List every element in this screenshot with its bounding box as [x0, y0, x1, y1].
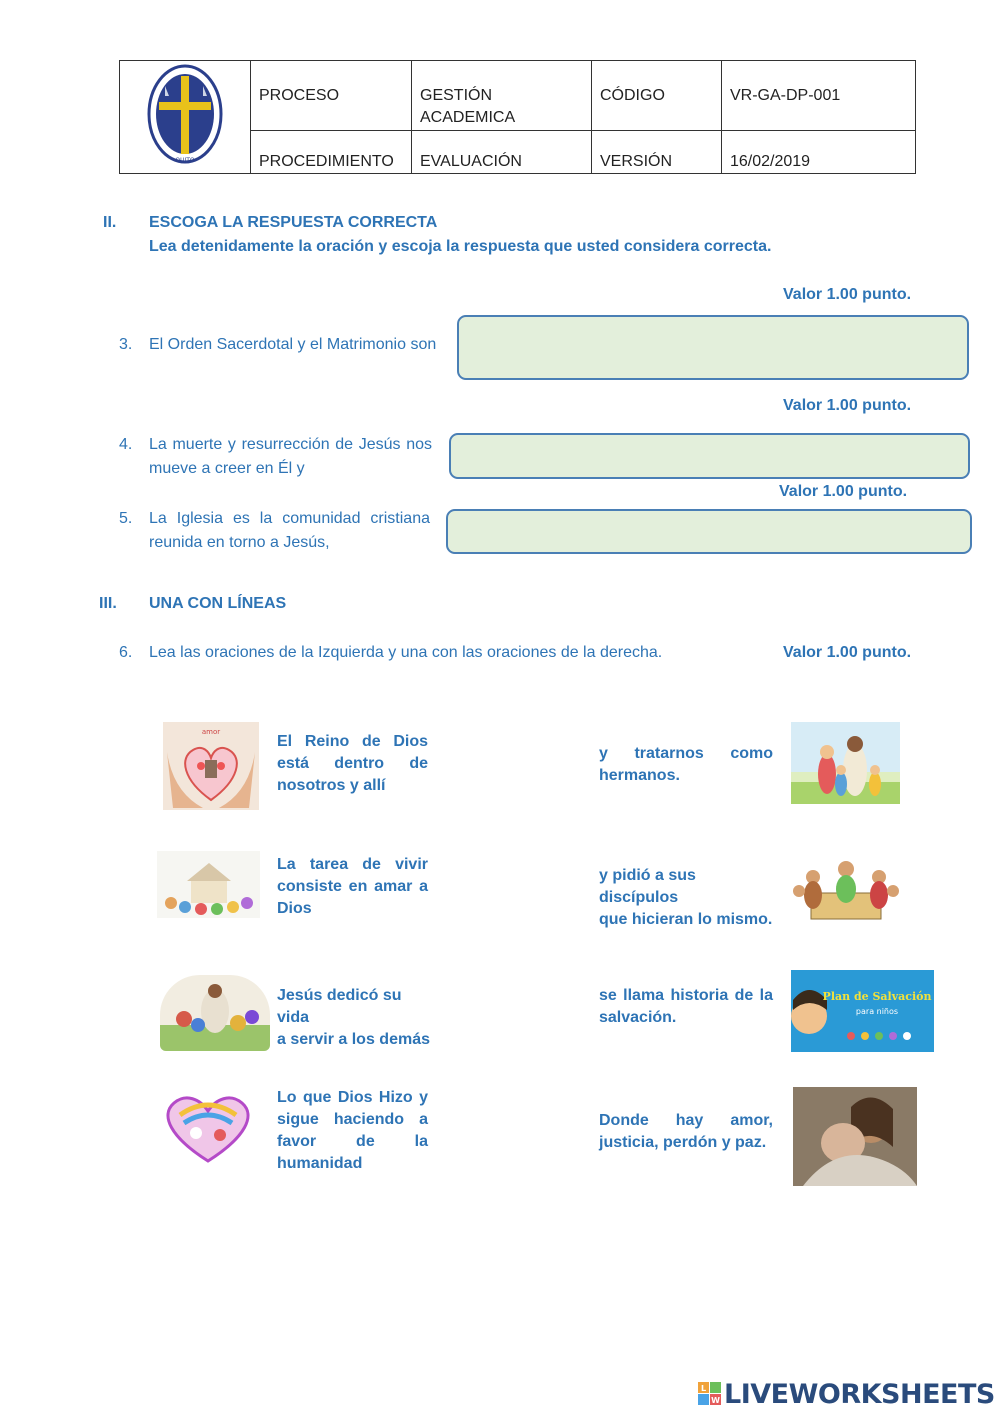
svg-text:QUITO: QUITO	[175, 156, 195, 164]
right-item-1-line1: y tratarnos como	[599, 745, 773, 762]
q5-text-line2: reunida en torno a Jesús,	[149, 534, 330, 551]
jesus-embrace-image	[793, 1087, 917, 1186]
section2-title: ESCOGA LA RESPUESTA CORRECTA	[149, 214, 438, 231]
version-label: VERSIÓN	[592, 130, 722, 173]
left-item-1[interactable]	[277, 731, 428, 797]
proceso-value: GESTIÓN ACADEMICA	[412, 61, 592, 131]
family-jesus-image	[791, 722, 900, 804]
left-item-3-line2: a servir a los demás	[277, 1031, 430, 1048]
right-item-1-line2: hermanos.	[599, 767, 680, 784]
plan-title-label: Plan de Salvación	[822, 990, 932, 1003]
badge-letter-1: L	[700, 1384, 707, 1393]
section3-number: III.	[99, 595, 117, 612]
badge-letter-2: W	[711, 1396, 720, 1405]
q5-answer-dropdown[interactable]	[446, 509, 972, 554]
liveworksheets-logo	[698, 1379, 995, 1409]
plan-subtitle-label: para niños	[855, 1007, 899, 1016]
children-church-image	[157, 851, 260, 918]
section3-title: UNA CON LÍNEAS	[149, 595, 287, 612]
header-table	[119, 60, 916, 174]
liveworksheets-wordmark: LIVEWORKSHEETS	[724, 1378, 995, 1410]
q4-text	[149, 433, 432, 481]
right-item-1[interactable]	[599, 743, 773, 787]
right-item-4-line1: Donde hay amor,	[599, 1112, 773, 1129]
left-item-4-line2: sigue haciendo a	[277, 1111, 428, 1128]
left-item-3-line1: Jesús dedicó su vida	[277, 987, 402, 1026]
section2-instruction: Lea detenidamente la oración y escoja la respuesta que usted considera correcta.	[149, 238, 772, 255]
rainbow-heart-image	[160, 1093, 257, 1163]
q6-text: Lea las oraciones de la Izquierda y una con las oraciones de la derecha.	[149, 644, 663, 661]
q4-answer-dropdown[interactable]	[449, 433, 970, 479]
right-item-3-line1: se llama historia de la	[599, 987, 773, 1004]
right-item-3[interactable]	[599, 985, 773, 1029]
left-item-3[interactable]	[277, 985, 432, 1051]
q6-number: 6.	[119, 644, 133, 661]
q4-text-line2: mueve a creer en Él y	[149, 460, 305, 477]
version-value: 16/02/2019	[722, 130, 916, 173]
left-item-2[interactable]	[277, 854, 428, 920]
q3-text: El Orden Sacerdotal y el Matrimonio son	[149, 336, 437, 353]
right-item-4-line2: justicia, perdón y paz.	[599, 1134, 767, 1151]
q3-valor: Valor 1.00 punto.	[783, 286, 912, 303]
right-item-3-line2: salvación.	[599, 1009, 677, 1026]
procedimiento-label: PROCEDIMIENTO	[251, 130, 412, 173]
q5-text	[149, 507, 430, 555]
school-crest-icon	[145, 62, 225, 166]
q4-text-line1: La muerte y resurrección de Jesús nos	[149, 436, 432, 453]
hands-heart-image	[163, 722, 259, 810]
codigo-value: VR-GA-DP-001	[722, 61, 916, 131]
right-item-2-line2: que hicieran lo mismo.	[599, 911, 773, 928]
q4-number: 4.	[119, 436, 133, 453]
left-item-4-line3: favor de la	[277, 1133, 428, 1150]
right-item-2-line1: y pidió a sus discípulos	[599, 867, 696, 906]
q3-number: 3.	[119, 336, 133, 353]
codigo-label: CÓDIGO	[592, 61, 722, 131]
left-item-4-line4: humanidad	[277, 1155, 363, 1172]
right-item-4[interactable]	[599, 1110, 773, 1154]
left-item-2-line3: Dios	[277, 900, 312, 917]
proceso-label: PROCESO	[251, 61, 412, 131]
procedimiento-value: EVALUACIÓN	[412, 130, 592, 173]
left-item-1-line2: está dentro de	[277, 755, 428, 772]
amor-label: amor	[201, 728, 221, 736]
liveworksheets-badge-icon	[698, 1382, 722, 1406]
q5-number: 5.	[119, 510, 133, 527]
last-supper-image	[791, 851, 901, 923]
jesus-children-image	[160, 975, 270, 1051]
left-item-4[interactable]	[277, 1087, 428, 1175]
section2-number: II.	[103, 214, 117, 231]
school-logo	[120, 61, 251, 174]
right-item-2[interactable]	[599, 865, 779, 931]
left-item-2-line1: La tarea de vivir	[277, 856, 428, 873]
left-item-4-line1: Lo que Dios Hizo y	[277, 1089, 428, 1106]
plan-salvacion-image	[791, 970, 934, 1052]
q5-valor: Valor 1.00 punto.	[779, 483, 908, 500]
left-item-1-line1: El Reino de Dios	[277, 733, 428, 750]
q4-valor: Valor 1.00 punto.	[783, 397, 912, 414]
q5-text-line1: La Iglesia es la comunidad cristiana	[149, 510, 430, 527]
q6-valor: Valor 1.00 punto.	[783, 644, 912, 661]
left-item-2-line2: consiste en amar a	[277, 878, 428, 895]
q3-answer-dropdown[interactable]	[457, 315, 969, 380]
left-item-1-line3: nosotros y allí	[277, 777, 386, 794]
